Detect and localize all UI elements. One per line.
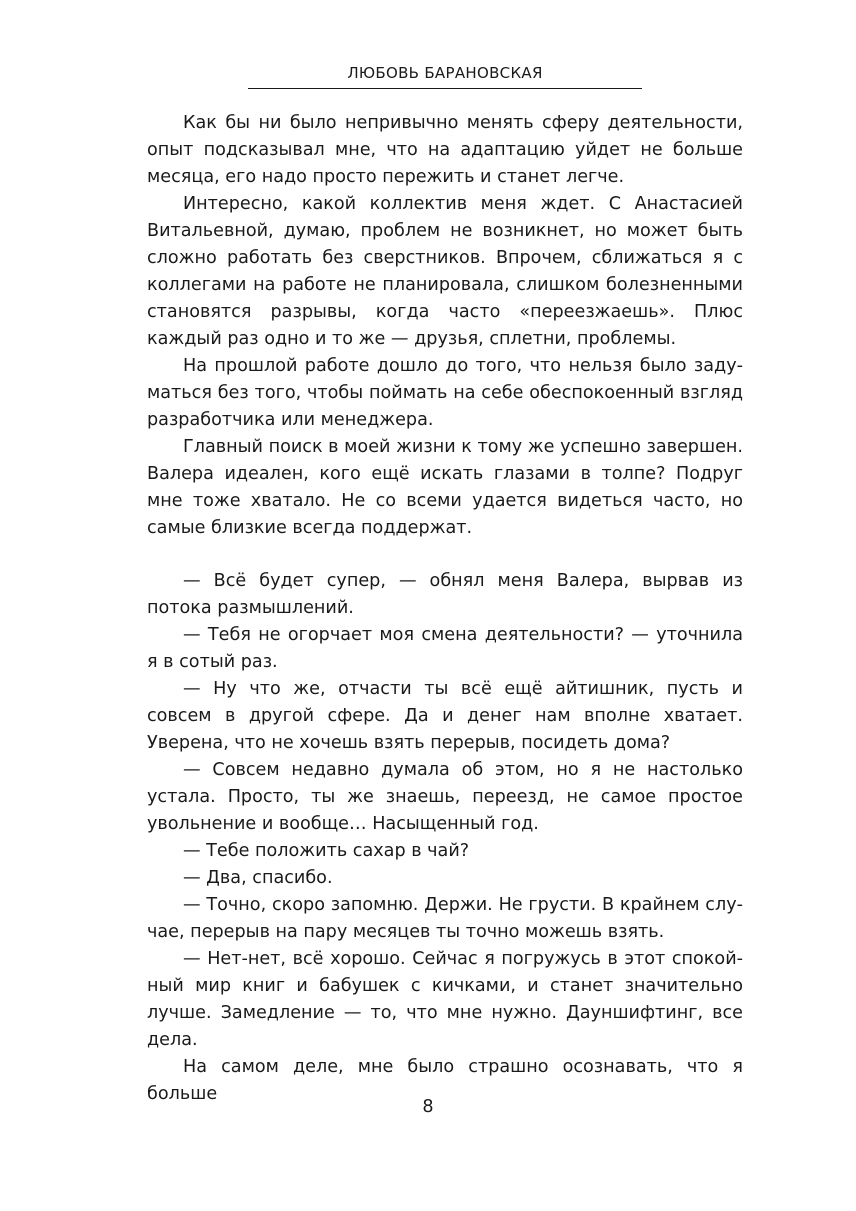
dialogue-paragraph: — Совсем недавно думала об этом, но я не настолько устала. Просто, ты же знаешь, переезд, не самое простое увольнение и вообще… Насыщенный год. xyxy=(147,760,743,834)
dialogue-paragraph: — Два, спасибо. xyxy=(183,868,333,888)
body-text-section-one xyxy=(147,110,743,542)
running-header xyxy=(248,62,642,89)
dialogue-paragraph: — Точно, скоро запомню. Держи. Не грусти. В крайнем случае, перерыв на пару месяцев ты точно можешь взять. xyxy=(147,895,743,942)
dialogue-paragraph: — Тебя не огорчает моя смена деятельности? — уточнила я в сотый раз. xyxy=(147,625,743,672)
page-number: 8 xyxy=(422,1097,434,1117)
header-divider xyxy=(248,88,642,89)
dialogue-paragraph: — Всё будет супер, — обнял меня Валера, вырвав из потока размышлений. xyxy=(147,571,743,618)
header-author-name: ЛЮБОВЬ БАРАНОВСКАЯ xyxy=(347,64,543,82)
paragraph: Главный поиск в моей жизни к тому же успешно завершен. Валера идеален, кого ещё искать глазами в толпе? Подруг мне тоже хватало. Не со всеми удается видеться часто, но самые близкие всегда поддержат. xyxy=(147,437,743,538)
dialogue-paragraph: — Ну что же, отчасти ты всё ещё айтишник, пусть и совсем в другой сфере. Да и денег нам вполне хватает. Уверена, что не хочешь взять перерыв, посидеть дома? xyxy=(147,679,743,753)
paragraph: Интересно, какой коллектив меня ждет. С Анастасией Витальевной, думаю, проблем не возникнет, но может быть сложно работать без сверстников. Впрочем, сближаться я с коллегами на работе не планировала, слишком болезненными становятся разрывы, когда часто «переезжаешь». Плюс каждый раз одно и то же — друзья, сплетни, проблемы. xyxy=(147,194,743,349)
dialogue-paragraph: — Тебе положить сахар в чай? xyxy=(183,841,470,861)
paragraph: На самом деле, мне было страшно осознавать, что я больше xyxy=(147,1057,743,1104)
paragraph: На прошлой работе дошло до того, что нельзя было задуматься без того, чтобы поймать на себе обеспокоенный взгляд разработчика или менеджера. xyxy=(147,356,743,430)
body-text-section-two xyxy=(147,568,743,1108)
paragraph: Как бы ни было непривычно менять сферу деятельности, опыт подсказывал мне, что на адаптацию уйдет не больше месяца, его надо просто пережить и станет легче. xyxy=(147,113,743,187)
dialogue-paragraph: — Нет-нет, всё хорошо. Сейчас я погружусь в этот спокойный мир книг и бабушек с кичками, и станет значительно лучше. Замедление — то, что мне нужно. Дауншифтинг, все дела. xyxy=(147,949,743,1050)
